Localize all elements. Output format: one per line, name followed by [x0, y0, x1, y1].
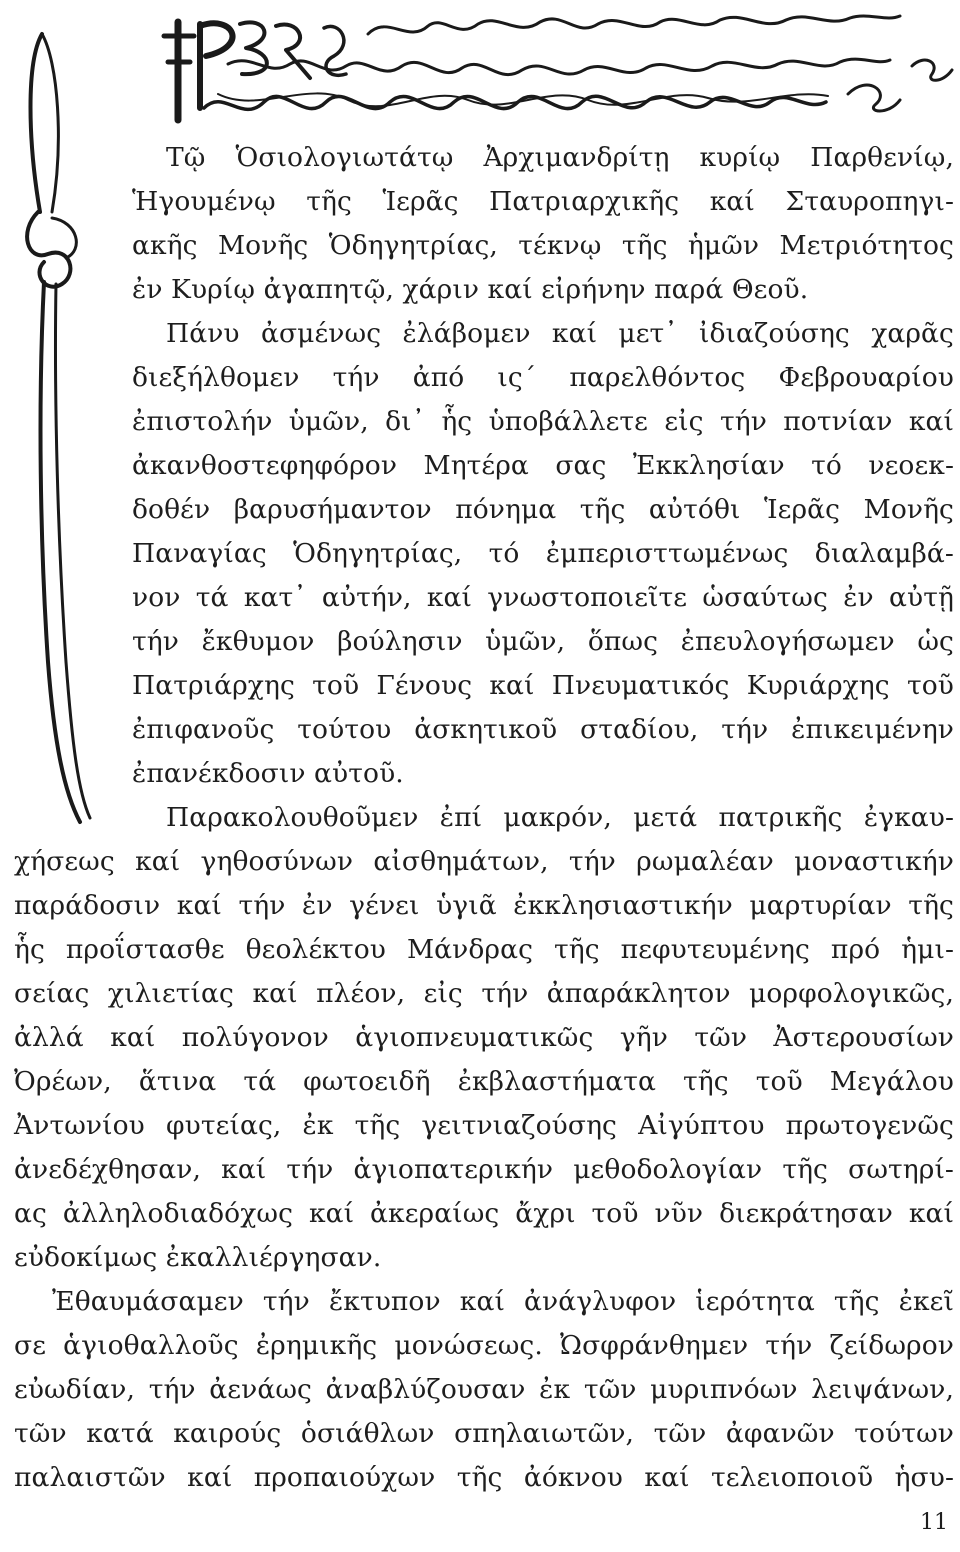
patriarchal-signature	[28, 4, 958, 126]
text-line: ἐν Κυρίῳ ἀγαπητῷ, χάριν καί εἰρήνην παρά Θεοῦ.	[132, 274, 809, 305]
text-line: χήσεως καί γηθοσύνων αἰσθημάτων, τήν ρωμαλέαν μοναστικήν	[14, 846, 954, 877]
text-line: ἐπιστολήν ὑμῶν, δι᾽ ἧς ὑποβάλλετε εἰς τήν ποτνίαν καί	[132, 406, 954, 437]
text-line: παλαιστῶν καί προπαιούχων τῆς ἀόκνου καί τελειοποιοῦ ἡσυ-	[14, 1462, 954, 1493]
text-line: σείας χιλιετίας καί πλέον, εἰς τήν ἀπαράκλητον μορφολογικῶς,	[14, 978, 954, 1009]
text-line: ἐπανέκδοσιν αὐτοῦ.	[132, 758, 404, 789]
text-line: Ἡγουμένῳ τῆς Ἱερᾶς Πατριαρχικῆς καί Σταυροπηγι-	[132, 186, 954, 217]
text-line: τῶν κατά καιρούς ὁσιάθλων σπηλαιωτῶν, τῶν ἀφανῶν τούτων	[14, 1418, 954, 1449]
text-line: Παρακολουθοῦμεν ἐπί μακρόν, μετά πατρικῆς ἐγκαυ-	[166, 802, 954, 833]
text-line: Πατριάρχης τοῦ Γένους καί Πνευματικός Κυριάρχης τοῦ	[132, 670, 954, 701]
text-line: ἀνεδέχθησαν, καί τήν ἁγιοπατερικήν μεθοδολογίαν τῆς σωτηρί-	[14, 1154, 954, 1185]
text-line: παράδοσιν καί τήν ἐν γένει ὑγιᾶ ἐκκλησιαστικήν μαρτυρίαν τῆς	[14, 890, 954, 921]
text-line: Ὀρέων, ἅτινα τά φωτοειδῆ ἐκβλαστήματα τῆς τοῦ Μεγάλου	[14, 1066, 954, 1097]
text-line: Τῷ Ὁσιολογιωτάτῳ Ἀρχιμανδρίτῃ κυρίῳ Παρθενίῳ,	[166, 142, 954, 173]
text-line: ἀκανθοστεφηφόρον Μητέρα σας Ἐκκλησίαν τό νεοεκ-	[132, 450, 954, 481]
page-number: 11	[920, 1510, 948, 1535]
text-line: εὐωδίαν, τήν ἀενάως ἀναβλύζουσαν ἐκ τῶν μυριπνόων λειψάνων,	[14, 1374, 954, 1405]
text-line: Παναγίας Ὁδηγητρίας, τό ἐμπερισττωμένως διαλαμβά-	[132, 538, 954, 569]
text-line: νον τά κατ᾽ αὐτήν, καί γνωστοποιεῖτε ὡσαύτως ἐν αὐτῇ	[132, 582, 954, 613]
text-line: Πάνυ ἀσμένως ἐλάβομεν καί μετ᾽ ἰδιαζούσης χαρᾶς	[166, 318, 954, 349]
text-line: Ἐθαυμάσαμεν τήν ἔκτυπον καί ἀνάγλυφον ἱερότητα τῆς ἐκεῖ	[52, 1286, 954, 1317]
text-line: διεξήλθομεν τήν ἀπό ις´ παρελθόντος Φεβρουαρίου	[132, 362, 954, 393]
text-line: ἐπιφανοῦς τούτου ἀσκητικοῦ σταδίου, τήν ἐπικειμένην	[132, 714, 954, 745]
text-line: δοθέν βαρυσήμαντον πόνημα τῆς αὐτόθι Ἱερᾶς Μονῆς	[132, 494, 954, 525]
text-line: τήν ἔκθυμον βούλησιν ὑμῶν, ὅπως ἐπευλογήσωμεν ὡς	[132, 626, 954, 657]
text-line: ακῆς Μονῆς Ὁδηγητρίας, τέκνῳ τῆς ἡμῶν Μετριότητος	[132, 230, 954, 261]
text-line: Ἀντωνίου φυτείας, ἐκ τῆς γειτνιαζούσης Αἰγύπτου πρωτογενῶς	[14, 1110, 954, 1141]
text-line: ἧς προΐστασθε θεολέκτου Μάνδρας τῆς πεφυτευμένης πρό ἡμι-	[14, 934, 954, 965]
text-line: ἀλλά καί πολύγονον ἁγιοπνευματικῶς γῆν τῶν Ἀστερουσίων	[14, 1022, 954, 1053]
text-line: εὐδοκίμως ἐκαλλιέργησαν.	[14, 1242, 382, 1273]
text-line: ας ἀλληλοδιαδόχως καί ἀκεραίως ἄχρι τοῦ νῦν διεκράτησαν καί	[14, 1198, 954, 1229]
text-line: σε ἁγιοθαλλοῦς ἐρημικῆς μονώσεως. Ὠσφράνθημεν τήν ζείδωρον	[14, 1330, 954, 1361]
